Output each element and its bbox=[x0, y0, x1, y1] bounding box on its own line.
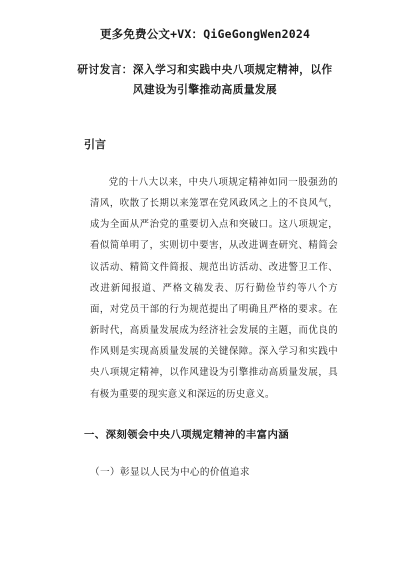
sub-heading-one: （一）彰显以人民为中心的价值追求 bbox=[90, 467, 250, 478]
document-title: 研讨发言：深入学习和实践中央八项规定精神，以作风建设为引擎推动高质量发展 bbox=[77, 64, 333, 96]
promo-header: 更多免费公文+VX：QiGeGongWen2024 bbox=[99, 27, 311, 41]
intro-paragraph: 党的十八大以来，中央八项规定精神如同一股强劲的清风，吹散了长期以来笼罩在党风政风之上的不良风气，成为全面从严治党的重要切入点和突破口。这八项规定，看似简单明了，实则切中要害，从改进调查研究、精简会议活动、精简文件简报、规范出访活动、改进警卫工作、改进新闻报道、严格文稿发表、厉行勤俭节约等八个方面，对党员干部的行为规范提出了明确且严格的要求。在新时代，高质量发展成为经济社会发展的主题，而优良的作风则是实现高质量发展的关键保障。深入学习和实践中央八项规定精神，以作风建设为引擎推动高质量发展，具有极为重要的现实意义和深远的历史意义。 bbox=[90, 177, 338, 400]
intro-heading: 引言 bbox=[84, 138, 106, 151]
chapter-one-heading: 一、深刻领会中央八项规定精神的丰富内涵 bbox=[84, 429, 290, 441]
